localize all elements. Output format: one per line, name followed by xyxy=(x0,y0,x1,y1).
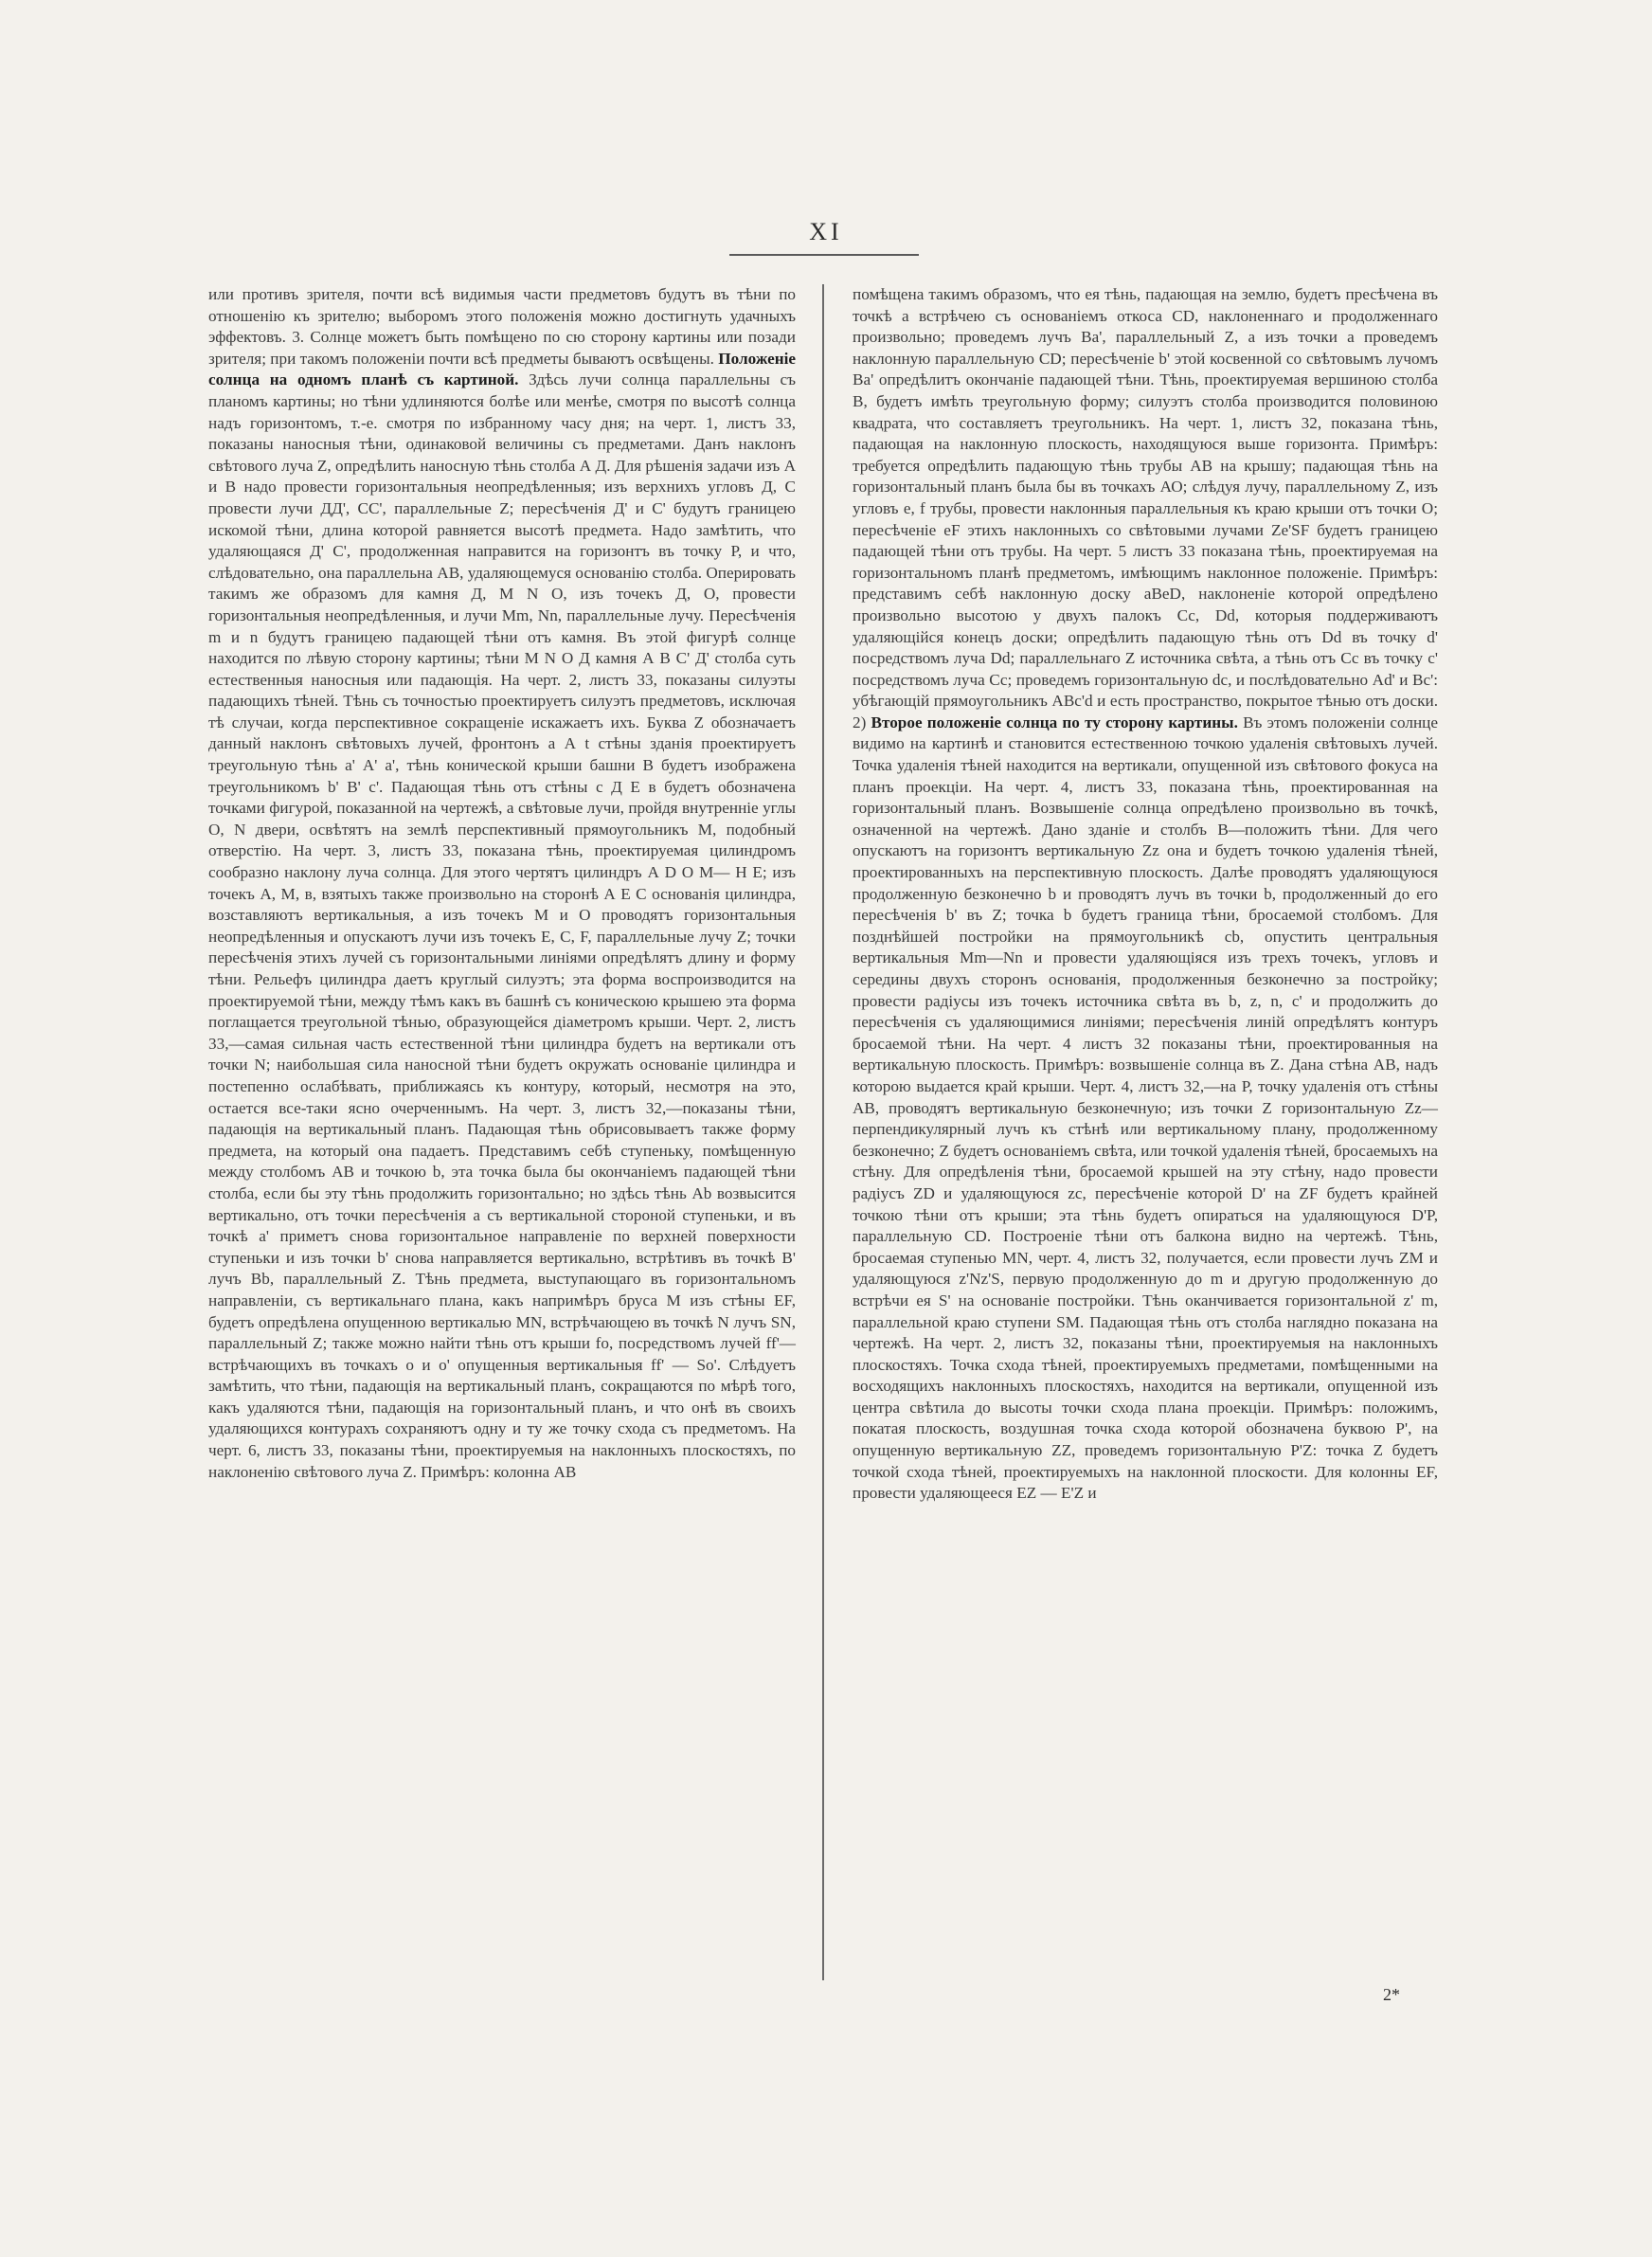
left-column xyxy=(208,284,796,1483)
right-bold-heading: Второе положеніе солнца по ту сторону картины. xyxy=(871,713,1238,731)
right-text-2: Въ этомъ положеніи солнце видимо на картинѣ и становится естественною точкою удаленія свѣтовыхъ лучей. Точка удаленія тѣней находится на вертикали, опущенной изъ свѣтового фокуса на планъ проекціи. На черт. 4, листъ 33, показана тѣнь, проектированная на горизонтальный планъ. Возвышеніе солнца опредѣлено произвольно въ точкѣ, означенной на чертежѣ. Дано зданіе и столбъ В—положить тѣни. Для чего опускаютъ на горизонтъ вертикальную Zz она и будетъ точкою удаленія тѣней, проектированныхъ на перспективную плоскость. Далѣе проводятъ удаляющуюся продолженную безконечно b и проводятъ лучъ въ точки b, продолженный до его пересѣченія b' въ Z; точка b будетъ граница тѣни, бросаемой столбомъ. Для позднѣйшей постройки на прямоугольникѣ cb, опустить центральныя вертикальныя Mm—Nn и провести удаляющіяся изъ трехъ точекъ, угловъ и середины двухъ сторонъ основанія, продолженныя безконечно за постройку; провести радіусы изъ точекъ источника свѣта въ b, z, n, c' и продолжить до пересѣченія съ удаляющимися линіями; пересѣченія линій опредѣлятъ контуръ бросаемой тѣни. На черт. 4 листъ 32 показаны тѣни, проектированныя на вертикальную плоскость. Примѣръ: возвышеніе солнца въ Z. Дана стѣна АВ, надъ которою выдается край крыши. Черт. 4, листъ 32,—на Р, точку удаленія отъ стѣны АВ, проводятъ вертикальную безконечную; изъ точки Z горизонтальную Zz—перпендикулярный лучъ къ стѣнѣ или вертикальному плану, продолженному безконечно; Z будетъ основаніемъ свѣта, или точкой удаленія тѣней, бросаемыхъ на стѣну. Для опредѣленія тѣни, бросаемой крышей на эту стѣну, надо провести радіусъ ZD и удаляющуюся zc, пересѣченіе которой D' на ZF будетъ крайней точкою тѣни отъ крыши; эта тѣнь будетъ опираться на удаляющуюся D'P, параллельную CD. Построеніе тѣни отъ балкона видно на чертежѣ. Тѣнь, бросаемая ступенью MN, черт. 4, листъ 32, получается, если провести лучъ ZM и удаляющуюся z'Nz'S, первую продолженную до m и другую продолженную до встрѣчи ея S' на основаніе постройки. Тѣнь оканчивается горизонтальной z' m, параллельной краю ступени SM. Падающая тѣнь отъ столба наглядно показана на чертежѣ. На черт. 2, листъ 32, показаны тѣни, проектируемыя на наклонныхъ плоскостяхъ. Точка схода тѣней, проектируемыхъ предметами, помѣщенными на восходящихъ наклонныхъ плоскостяхъ, находится на вертикали, опущенной изъ центра свѣтила до высоты точки схода плана проекціи. Примѣръ: положимъ, покатая плоскость, воздушная точка схода которой обозначена буквою Р', на опущенную вертикальную ZZ, проведемъ горизонтальную P'Z: точка Z будетъ точкой схода тѣней, проектируемыхъ на наклонной плоскости. Для колонны ЕF, провести удаляющееся EZ — E'Z и xyxy=(853,713,1438,1503)
left-paragraph xyxy=(208,284,796,1483)
column-divider xyxy=(822,284,824,1980)
right-paragraph xyxy=(853,284,1438,1505)
left-bold-heading: Положеніе солнца на одномъ планѣ съ картиной. xyxy=(208,349,797,389)
signature-mark: 2* xyxy=(1383,1985,1400,2004)
header-rule xyxy=(729,254,919,256)
right-text-1: помѣщена такимъ образомъ, что ея тѣнь, падающая на землю, будетъ пресѣчена въ точкѣ а встрѣчею съ основаніемъ откоса СD, наклоненнаго и продолженнаго произвольно; проведемъ лучъ Ва', параллельный Z, а изъ точки а проведемъ наклонную параллельную СD; пересѣченіе b' этой косвенной со свѣтовымъ лучомъ Ва' опредѣлитъ окончаніе падающей тѣни. Тѣнь, проектируемая вершиною столба В, будетъ имѣть треугольную форму; силуэтъ столба производится половиною квадрата, что составляетъ треугольникъ. На черт. 1, листъ 32, показана тѣнь, падающая на наклонную плоскость, находящуюся выше горизонта. Примѣръ: требуется опредѣлить падающую тѣнь трубы АВ на крышу; падающая тѣнь на горизонтальный планъ была бы въ точкахъ АО; слѣдуя лучу, параллельному Z, изъ угловъ е, f трубы, провести наклонныя параллельныя къ краю крыши отъ точки О; пересѣченіе еF этихъ наклонныхъ со свѣтовыми лучами Ze'SF будетъ границею падающей тѣни отъ трубы. На черт. 5 листъ 33 показана тѣнь, проектируемая на горизонтальномъ планѣ предметомъ, имѣющимъ наклонное положеніе. Примѣръ: представимъ себѣ наклонную доску аВеD, наклоненіе которой опредѣлено произвольно высотою у двухъ палокъ Сс, Dd, которыя поддерживаютъ удаляющійся конецъ доски; опредѣлить падающую тѣнь отъ Dd въ точку d' посредствомъ луча Dd; параллельнаго Z источника свѣта, а тѣнь отъ Сс въ точку с' посредствомъ луча Сс; проведемъ горизонтальную dc, и послѣдовательно Ad' и Вс': убѣгающій прямоугольникъ АВс'd и есть пространство, покрытое тѣнью отъ доски. 2) xyxy=(853,285,1438,731)
left-text-1: или противъ зрителя, почти всѣ видимыя части предметовъ будутъ въ тѣни по отношенію къ зрителю; выборомъ этого положенія можно достигнуть удачныхъ эффектовъ. 3. Солнце можетъ быть помѣщено по сю сторону картины или позади зрителя; при такомъ положеніи почти всѣ предметы бываютъ освѣщены. xyxy=(208,285,796,368)
page-number: XI xyxy=(809,218,843,245)
left-text-2: Здѣсь лучи солнца параллельны съ планомъ картины; но тѣни удлиняются болѣе или менѣе, смотря по высотѣ солнца надъ горизонтомъ, т.-е. смотря по избранному часу дня; на черт. 1, листъ 33, показаны наносныя тѣни, одинаковой величины съ предметами. Данъ наклонъ свѣтового луча Z, опредѣлить наносную тѣнь столба А Д. Для рѣшенія задачи изъ А и В надо провести горизонтальныя неопредѣленныя; изъ верхнихъ угловъ Д, С провести лучи ДД', СС', параллельные Z; пересѣченія Д' и С' будутъ границею искомой тѣни, длина которой равняется высотѣ предмета. Надо замѣтить, что удаляющаяся Д' С', продолженная направится на горизонтъ въ точку Р, и что, слѣдовательно, она параллельна АВ, удаляющемуся основанію столба. Оперировать такимъ же образомъ для камня Д, М N О, изъ точекъ Д, О, провести горизонтальныя неопредѣленныя, и лучи Mm, Nn, параллельные лучу. Пересѣченія m и n будутъ границею падающей тѣни отъ камня. Въ этой фигурѣ солнце находится по лѣвую сторону картины; тѣни M N O Д камня А В С' Д' столба суть естественныя наносныя или падающія. На черт. 2, листъ 33, показаны силуэты падающихъ тѣней. Тѣнь съ точностью проектируетъ силуэтъ предметовъ, исключая тѣ случаи, когда перспективное сокращеніе искажаетъ ихъ. Буква Z обозначаетъ данный наклонъ свѣтовыхъ лучей, фронтонъ а А t стѣны зданія проектируетъ треугольную тѣнь а' А' а', тѣнь конической крыши башни В будетъ изображена треугольникомъ b' В' с'. Падающая тѣнь отъ стѣны с Д Е в будетъ обозначена точками фигурой, показанной на чертежѣ, а свѣтовые лучи, пройдя внутренніе углы О, N двери, освѣтятъ на землѣ перспективный прямоугольникъ М, подобный отверстію. На черт. 3, листъ 33, показана тѣнь, проектируемая цилиндромъ сообразно наклону луча солнца. Для этого чертятъ цилиндръ А D О М— Н Е; изъ точекъ А, М, в, взятыхъ также произвольно на сторонѣ А Е С основанія цилиндра, возставляютъ вертикальныя, а изъ точекъ М и О проводятъ горизонтальныя неопредѣленныя и опускаютъ лучи изъ точекъ Е, С, F, параллельные лучу Z; точки пересѣченія этихъ лучей съ горизонтальными линіями опредѣлятъ длину и форму тѣни. Рельефъ цилиндра даетъ круглый силуэтъ; эта форма воспроизводится на проектируемой тѣни, между тѣмъ какъ въ башнѣ съ коническою крышею эта форма поглащается треугольной тѣнью, образующейся діаметромъ крыши. Черт. 2, листъ 33,—самая сильная часть естественной тѣни цилиндра будетъ на вертикали отъ точки N; наибольшая сила наносной тѣни будетъ окружать основаніе цилиндра и постепенно ослабѣвать, приближаясь къ контуру, который, несмотря на это, остается все-таки ясно очерченнымъ. На черт. 3, листъ 32,—показаны тѣни, падающія на вертикальный планъ. Падающая тѣнь обрисовываетъ также форму предмета, на который она падаетъ. Представимъ себѣ ступеньку, помѣщенную между столбомъ АВ и точкою b, эта точка была бы окончаніемъ падающей тѣни столба, если бы эту тѣнь продолжить горизонтально; но здѣсь тѣнь Ab возвысится вертикально, отъ точки пересѣченія а съ вертикальной стороной ступеньки, и въ точкѣ а' приметъ снова горизонтальное направленіе по верхней поверхности ступеньки и изъ точки b' снова направляется вертикально, встрѣтивъ въ точкѣ В' лучъ Bb, параллельный Z. Тѣнь предмета, выступающаго въ горизонтальномъ направленіи, съ вертикальнаго плана, какъ напримѣръ бруса М изъ стѣны ЕF, будетъ опредѣлена опущенною вертикалью MN, встрѣчающею въ точкѣ N лучъ SN, параллельный Z; также можно найти тѣнь отъ крыши fo, посредствомъ лучей ff'— встрѣчающихъ въ точкахъ о и о' опущенныя вертикальныя ff' — So'. Слѣдуетъ замѣтить, что тѣни, падающія на вертикальный планъ, сокращаются по мѣрѣ того, какъ удаляются тѣни, падающія на горизонтальный планъ, и что онѣ въ своихъ удаляющихся контурахъ сохраняютъ одну и ту же точку схода съ предметомъ. На черт. 6, листъ 33, показаны тѣни, проектируемыя на наклонныхъ плоскостяхъ, по наклоненію свѣтового луча Z. Примѣръ: колонна АВ xyxy=(208,370,796,1481)
right-column xyxy=(853,284,1438,1505)
page-header xyxy=(0,218,1652,246)
